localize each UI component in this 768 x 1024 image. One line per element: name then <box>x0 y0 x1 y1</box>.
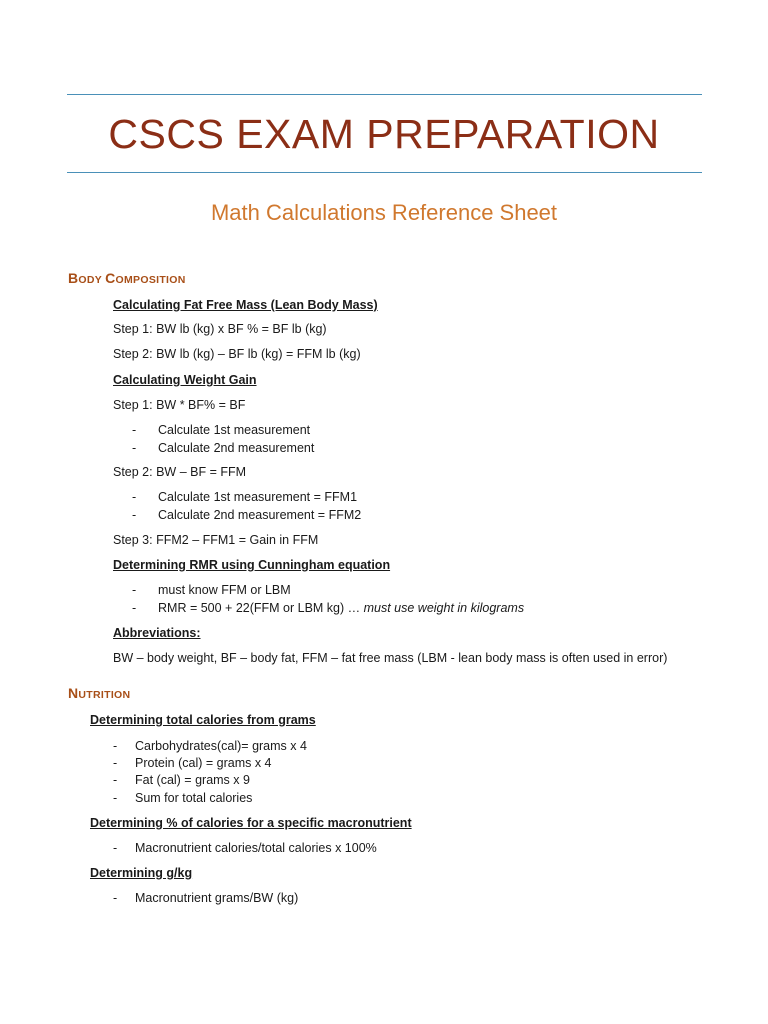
title-underline-rule <box>67 172 702 173</box>
abbreviations-text: BW – body weight, BF – body fat, FFM – fat free mass (LBM - lean body mass is often used in error) <box>113 651 668 665</box>
subheading-weight-gain: Calculating Weight Gain <box>113 373 257 387</box>
subheading-rmr: Determining RMR using Cunningham equation <box>113 558 391 572</box>
weight-gain-step-2: Step 2: BW – BF = FFM <box>113 465 247 479</box>
subheading-percent-calories: Determining % of calories for a specific macronutrient <box>90 816 412 830</box>
section-heading-nutrition: NUTRITION <box>68 685 131 701</box>
subheading-g-per-kg: Determining g/kg <box>90 866 193 880</box>
subheading-abbreviations: Abbreviations: <box>113 626 201 640</box>
subheading-fat-free-mass: Calculating Fat Free Mass (Lean Body Mass) <box>113 298 378 312</box>
weight-gain-step-1: Step 1: BW * BF% = BF <box>113 398 246 412</box>
page-subtitle: Math Calculations Reference Sheet <box>210 200 558 225</box>
ffm-step-2: Step 2: BW lb (kg) – BF lb (kg) = FFM lb (kg) <box>113 347 361 361</box>
weight-gain-step-3: Step 3: FFM2 – FFM1 = Gain in FFM <box>113 533 319 547</box>
section-heading-body-composition: BODY COMPOSITION <box>68 270 186 286</box>
ffm-step-1: Step 1: BW lb (kg) x BF % = BF lb (kg) <box>113 322 327 336</box>
rmr-formula: RMR = 500 + 22(FFM or LBM kg) … <box>158 601 364 615</box>
page-title: CSCS EXAM PREPARATION <box>108 111 660 157</box>
subheading-total-calories: Determining total calories from grams <box>90 713 316 727</box>
rmr-formula-note: must use weight in kilograms <box>363 601 525 615</box>
top-rule <box>67 94 702 95</box>
